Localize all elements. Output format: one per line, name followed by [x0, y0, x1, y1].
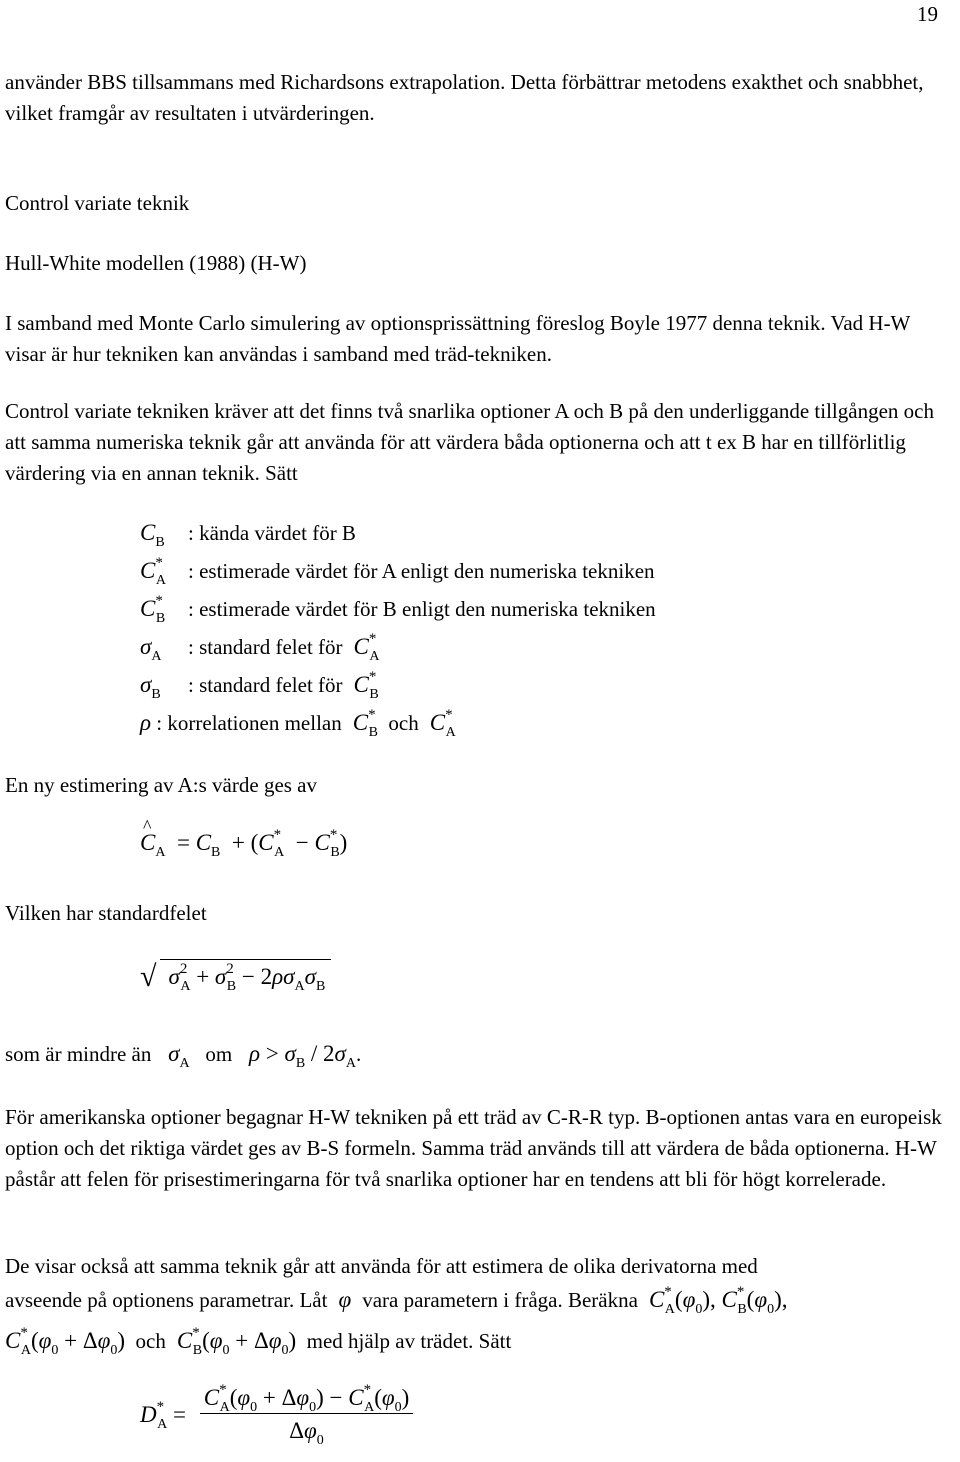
paragraph-condition: som är mindre än $\sigma_A$ om $\rho > \sigma_B / 2\sigma_A$.: [5, 1041, 362, 1071]
text-om: om: [205, 1042, 233, 1066]
word-och: och: [388, 711, 419, 735]
equation-estimate: ^ $C_A = C_B + (C^*_A - C^*_B)$: [140, 830, 347, 856]
heading-method: Control variate teknik: [5, 191, 190, 215]
definition-text: : korrelationen mellan: [156, 711, 342, 735]
paragraph-derivatives-1: De visar också att samma teknik går att använda för att estimera de olika derivatorna med: [5, 1254, 758, 1278]
paragraph-american: För amerikanska optioner begagnar H-W tekniken på ett träd av C-R-R typ. B-optionen antas vara en europeisk option och det riktiga värdet ges av B-S formeln. Samma träd används till att värdera de båda optionerna. H-W påstår att felen för prisestimeringarna för två snarlika optioner har en tendens att bli för högt korrelerade.: [5, 1105, 942, 1191]
definitions-list: [140, 514, 656, 742]
paragraph-estimate: En ny estimering av A:s värde ges av: [5, 773, 318, 797]
definition-rho: ρ : korrelationen mellan $C^*_B$ och $C^*_A$: [140, 707, 456, 740]
definition-sigma-b: $\sigma_B$ : standard felet för $C^*_B$: [140, 669, 379, 702]
definition-cb-star: $C^*_B$ : estimerade värdet för B enligt den numeriska tekniken: [140, 593, 656, 626]
definition-text: : kända värdet för B: [188, 521, 356, 545]
definition-sigma-a: $\sigma_A$ : standard felet för $C^*_A$: [140, 631, 380, 664]
definition-text: : standard felet för: [188, 673, 343, 697]
equation-derivative: $D^*_A$ = $\frac{C^*_A(\varphi_0 + \Delta\varphi_0) - C^*_A(\varphi_0)}{\Delta\varphi_0}$: [140, 1385, 413, 1444]
paragraph-derivatives-2: avseende på optionens parametrar. Låt φ vara parametern i fråga. Beräkna $C^*_A(\varphi_0)$, $C^*_B(\varphi_0)$,: [5, 1284, 788, 1317]
derivatives-text-a: avseende på optionens parametrar. Låt: [5, 1288, 328, 1312]
derivatives-text-c: med hjälp av trädet. Sätt: [306, 1329, 512, 1353]
page-number: 19: [917, 2, 938, 26]
equation-stderr: √ $\sigma^2_A + \sigma^2_B - 2\rho\sigma_A\sigma_B$: [140, 958, 331, 998]
heading-model: Hull-White modellen (1988) (H-W): [5, 251, 307, 275]
definition-ca-star: $C^*_A$ : estimerade värdet för A enligt den numeriska tekniken: [140, 555, 655, 588]
paragraph-intro: använder BBS tillsammans med Richardsons extrapolation. Detta förbättrar metodens exakthet och snabbhet, vilket framgår av resultaten i utvärderingen.: [5, 70, 924, 125]
paragraph-requirements: Control variate tekniken kräver att det finns två snarlika optioner A och B på den underliggande tillgången och att samma numeriska teknik går att använda för att värdera båda optionerna och att t ex B har en tillförlitlig värdering via en annan teknik. Sätt: [5, 399, 934, 485]
paragraph-boyle: I samband med Monte Carlo simulering av optionsprissättning föreslog Boyle 1977 denna teknik. Vad H-W visar är hur tekniken kan användas i samband med träd-tekniken.: [5, 311, 910, 366]
paragraph-stderr: Vilken har standardfelet: [5, 901, 207, 925]
paragraph-derivatives-3: $C^*_A(\varphi_0 + \Delta\varphi_0)$ och $C^*_B(\varphi_0 + \Delta\varphi_0)$ med hjälp av trädet. Sätt: [5, 1325, 512, 1358]
definition-text: : standard felet för: [188, 635, 343, 659]
definition-text: : estimerade värdet för B enligt den numeriska tekniken: [188, 597, 656, 621]
definition-text: : estimerade värdet för A enligt den numeriska tekniken: [188, 559, 655, 583]
word-och: och: [135, 1329, 166, 1353]
derivatives-text-b: vara parametern i fråga. Beräkna: [362, 1288, 638, 1312]
definition-cb: $C_B$ : kända värdet för B: [140, 520, 356, 550]
text-smaller: som är mindre än: [5, 1042, 152, 1066]
